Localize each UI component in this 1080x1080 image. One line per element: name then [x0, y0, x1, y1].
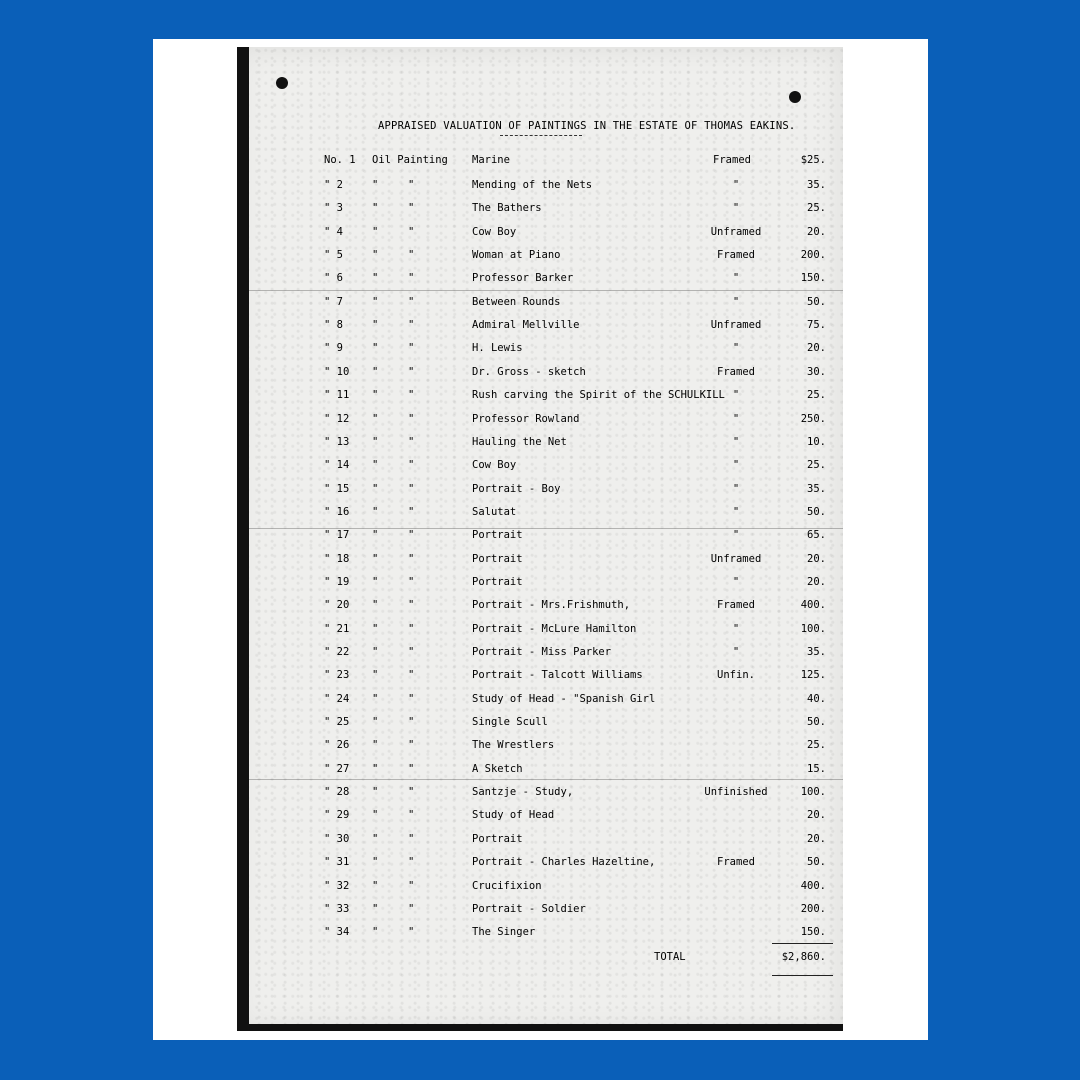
item-value: 20.	[807, 342, 826, 354]
item-value: 50.	[807, 506, 826, 518]
item-value: 20.	[807, 226, 826, 238]
item-medium-ditto: "	[372, 926, 379, 938]
fold-line	[249, 779, 843, 780]
item-number: " 32	[324, 880, 350, 892]
item-title: Rush carving the Spirit of the SCHULKILL	[472, 389, 725, 401]
item-number: " 11	[324, 389, 350, 401]
item-medium-ditto: "	[408, 833, 415, 845]
item-number: " 9	[324, 342, 343, 354]
item-frame-status: "	[732, 179, 740, 191]
item-value: 25.	[807, 459, 826, 471]
item-title: Single Scull	[472, 716, 548, 728]
item-number: " 28	[324, 786, 350, 798]
item-medium-ditto: "	[408, 739, 415, 751]
item-medium-ditto: "	[372, 739, 379, 751]
item-value: 20.	[807, 809, 826, 821]
scan-shadow-left	[237, 47, 249, 1031]
item-value: 20.	[807, 576, 826, 588]
item-title: Professor Rowland	[472, 413, 580, 425]
item-medium-ditto: "	[372, 576, 379, 588]
item-number: " 19	[324, 576, 350, 588]
item-title: Mending of the Nets	[472, 179, 593, 191]
item-medium-ditto: "	[372, 483, 379, 495]
item-title: Dr. Gross - sketch	[472, 366, 586, 378]
item-title: The Bathers	[472, 202, 542, 214]
item-title: Portrait - McLure Hamilton	[472, 623, 637, 635]
item-title: Portrait - Charles Hazeltine,	[472, 856, 656, 868]
item-number: " 33	[324, 903, 350, 915]
item-medium-ditto: "	[408, 903, 415, 915]
total-label: TOTAL	[654, 951, 686, 963]
item-frame-status: "	[732, 483, 740, 495]
item-medium-ditto: "	[408, 483, 415, 495]
item-title: Santzje - Study,	[472, 786, 574, 798]
item-medium-ditto: "	[408, 576, 415, 588]
item-medium-ditto: "	[408, 669, 415, 681]
item-value: $25.	[800, 154, 826, 166]
scan-shadow-bottom	[237, 1024, 843, 1031]
item-medium-ditto: "	[372, 342, 379, 354]
item-title: Portrait - Boy	[472, 483, 561, 495]
item-title: Study of Head - "Spanish Girl	[472, 693, 656, 705]
item-medium-ditto: "	[408, 226, 415, 238]
item-value: 40.	[807, 693, 826, 705]
item-value: 400.	[800, 599, 826, 611]
item-medium-ditto: "	[372, 436, 379, 448]
item-number: " 14	[324, 459, 350, 471]
item-medium-ditto: "	[408, 529, 415, 541]
item-frame-status: Unframed	[710, 226, 762, 238]
item-number: " 22	[324, 646, 350, 658]
item-number: No. 1	[324, 154, 356, 166]
item-title: Cow Boy	[472, 459, 517, 471]
item-medium-ditto: "	[372, 880, 379, 892]
item-number: " 8	[324, 319, 343, 331]
item-medium-ditto: "	[372, 833, 379, 845]
item-medium-ditto: "	[372, 202, 379, 214]
item-medium-ditto: "	[408, 296, 415, 308]
total-value: $2,860.	[781, 951, 826, 963]
item-frame-status: "	[732, 342, 740, 354]
item-frame-status: Framed	[717, 366, 755, 378]
item-medium-ditto: "	[372, 669, 379, 681]
item-title: Woman at Piano	[472, 249, 561, 261]
item-medium-ditto: "	[372, 599, 379, 611]
item-title: Professor Barker	[472, 272, 574, 284]
punch-hole-right	[789, 91, 801, 103]
item-frame-status: Framed	[713, 154, 751, 166]
item-title: Portrait	[472, 833, 523, 845]
item-value: 30.	[807, 366, 826, 378]
item-title: Admiral Mellville	[472, 319, 580, 331]
item-frame-status: "	[732, 436, 740, 448]
item-number: " 21	[324, 623, 350, 635]
item-medium-ditto: "	[408, 716, 415, 728]
item-medium-ditto: "	[372, 366, 379, 378]
item-title: Between Rounds	[472, 296, 561, 308]
item-number: " 25	[324, 716, 350, 728]
item-medium-ditto: "	[408, 272, 415, 284]
item-number: " 13	[324, 436, 350, 448]
item-medium-ditto: "	[372, 903, 379, 915]
item-title: Portrait	[472, 553, 523, 565]
item-title: H. Lewis	[472, 342, 523, 354]
item-number: " 17	[324, 529, 350, 541]
item-medium-ditto: "	[408, 249, 415, 261]
total-rule-top	[772, 943, 833, 944]
item-medium-ditto: "	[372, 459, 379, 471]
item-value: 35.	[807, 646, 826, 658]
item-number: " 12	[324, 413, 350, 425]
item-frame-status: Framed	[717, 856, 755, 868]
item-medium-ditto: "	[372, 226, 379, 238]
item-value: 250.	[800, 413, 826, 425]
item-title: Portrait	[472, 529, 523, 541]
item-medium-ditto: "	[408, 856, 415, 868]
item-frame-status: "	[732, 272, 740, 284]
item-frame-status: "	[732, 459, 740, 471]
item-title: Marine	[472, 154, 510, 166]
item-value: 25.	[807, 202, 826, 214]
item-number: " 5	[324, 249, 343, 261]
item-value: 150.	[800, 272, 826, 284]
item-title: Portrait - Soldier	[472, 903, 586, 915]
item-number: " 23	[324, 669, 350, 681]
item-frame-status: Framed	[717, 249, 755, 261]
item-medium-ditto: "	[408, 459, 415, 471]
item-value: 400.	[800, 880, 826, 892]
item-frame-status: Framed	[717, 599, 755, 611]
item-medium-ditto: "	[408, 366, 415, 378]
item-frame-status: "	[732, 529, 740, 541]
item-medium-ditto: "	[372, 786, 379, 798]
item-number: " 7	[324, 296, 343, 308]
item-medium-ditto: "	[372, 179, 379, 191]
item-frame-status: Unframed	[710, 319, 762, 331]
item-medium-ditto: "	[408, 553, 415, 565]
item-frame-status: "	[732, 202, 740, 214]
item-medium-ditto: "	[372, 389, 379, 401]
title-underline	[500, 135, 582, 136]
item-title: Portrait - Talcott Williams	[472, 669, 643, 681]
item-value: 20.	[807, 833, 826, 845]
item-value: 20.	[807, 553, 826, 565]
item-number: " 10	[324, 366, 350, 378]
item-value: 200.	[800, 903, 826, 915]
item-medium-ditto: "	[408, 319, 415, 331]
item-frame-status: "	[732, 623, 740, 635]
item-title: The Wrestlers	[472, 739, 555, 751]
item-title: Cow Boy	[472, 226, 517, 238]
item-number: " 15	[324, 483, 350, 495]
fold-line	[249, 290, 843, 291]
item-medium-ditto: "	[408, 623, 415, 635]
item-number: " 4	[324, 226, 343, 238]
item-medium-ditto: "	[408, 506, 415, 518]
item-value: 100.	[800, 623, 826, 635]
item-medium-ditto: "	[408, 413, 415, 425]
document-title: APPRAISED VALUATION OF PAINTINGS IN THE ESTATE OF THOMAS EAKINS.	[378, 120, 796, 132]
item-number: " 3	[324, 202, 343, 214]
item-medium-ditto: "	[408, 646, 415, 658]
item-medium-ditto: "	[372, 296, 379, 308]
item-medium-ditto: "	[372, 413, 379, 425]
item-frame-status: Unfin.	[717, 669, 755, 681]
item-value: 50.	[807, 856, 826, 868]
item-value: 200.	[800, 249, 826, 261]
item-value: 50.	[807, 296, 826, 308]
item-medium-ditto: "	[372, 529, 379, 541]
total-rule-bottom	[772, 975, 833, 976]
item-title: Hauling the Net	[472, 436, 567, 448]
item-title: Portrait - Mrs.Frishmuth,	[472, 599, 631, 611]
item-medium-ditto: "	[372, 856, 379, 868]
item-value: 25.	[807, 739, 826, 751]
item-frame-status: "	[732, 389, 740, 401]
item-value: 35.	[807, 179, 826, 191]
item-frame-status: "	[732, 413, 740, 425]
item-medium-ditto: "	[372, 763, 379, 775]
item-frame-status: "	[732, 646, 740, 658]
item-number: " 16	[324, 506, 350, 518]
item-frame-status: "	[732, 576, 740, 588]
item-medium-ditto: "	[408, 342, 415, 354]
item-medium-ditto: "	[408, 926, 415, 938]
item-value: 10.	[807, 436, 826, 448]
item-number: " 24	[324, 693, 350, 705]
item-medium-ditto: "	[408, 809, 415, 821]
item-medium-ditto: "	[372, 693, 379, 705]
item-medium-ditto: "	[372, 553, 379, 565]
item-number: " 2	[324, 179, 343, 191]
item-frame-status: "	[732, 506, 740, 518]
item-medium-ditto: "	[372, 716, 379, 728]
item-number: " 20	[324, 599, 350, 611]
item-value: 125.	[800, 669, 826, 681]
item-frame-status: Unframed	[710, 553, 762, 565]
punch-hole-left	[276, 77, 288, 89]
item-number: " 27	[324, 763, 350, 775]
item-value: 65.	[807, 529, 826, 541]
item-medium-ditto: "	[408, 786, 415, 798]
item-number: " 26	[324, 739, 350, 751]
item-number: " 18	[324, 553, 350, 565]
item-title: Study of Head	[472, 809, 555, 821]
item-medium-ditto: "	[372, 506, 379, 518]
item-value: 100.	[800, 786, 826, 798]
item-number: " 30	[324, 833, 350, 845]
item-title: Portrait	[472, 576, 523, 588]
item-medium-ditto: "	[372, 809, 379, 821]
item-value: 75.	[807, 319, 826, 331]
item-medium-ditto: "	[408, 880, 415, 892]
item-medium-ditto: "	[408, 436, 415, 448]
item-title: The Singer	[472, 926, 536, 938]
item-value: 35.	[807, 483, 826, 495]
item-number: " 6	[324, 272, 343, 284]
item-title: Salutat	[472, 506, 517, 518]
item-number: " 34	[324, 926, 350, 938]
item-title: Portrait - Miss Parker	[472, 646, 612, 658]
item-medium-ditto: "	[408, 763, 415, 775]
item-value: 150.	[800, 926, 826, 938]
item-medium-ditto: "	[372, 646, 379, 658]
item-value: 15.	[807, 763, 826, 775]
item-value: 50.	[807, 716, 826, 728]
item-medium: Oil Painting	[372, 154, 448, 166]
item-medium-ditto: "	[372, 272, 379, 284]
item-number: " 29	[324, 809, 350, 821]
item-value: 25.	[807, 389, 826, 401]
item-frame-status: "	[732, 296, 740, 308]
item-title: A Sketch	[472, 763, 523, 775]
item-medium-ditto: "	[408, 389, 415, 401]
item-medium-ditto: "	[408, 179, 415, 191]
item-title: Crucifixion	[472, 880, 542, 892]
item-medium-ditto: "	[372, 623, 379, 635]
item-medium-ditto: "	[372, 249, 379, 261]
item-medium-ditto: "	[408, 693, 415, 705]
item-number: " 31	[324, 856, 350, 868]
item-medium-ditto: "	[372, 319, 379, 331]
item-medium-ditto: "	[408, 599, 415, 611]
item-frame-status: Unfinished	[704, 786, 768, 798]
item-medium-ditto: "	[408, 202, 415, 214]
